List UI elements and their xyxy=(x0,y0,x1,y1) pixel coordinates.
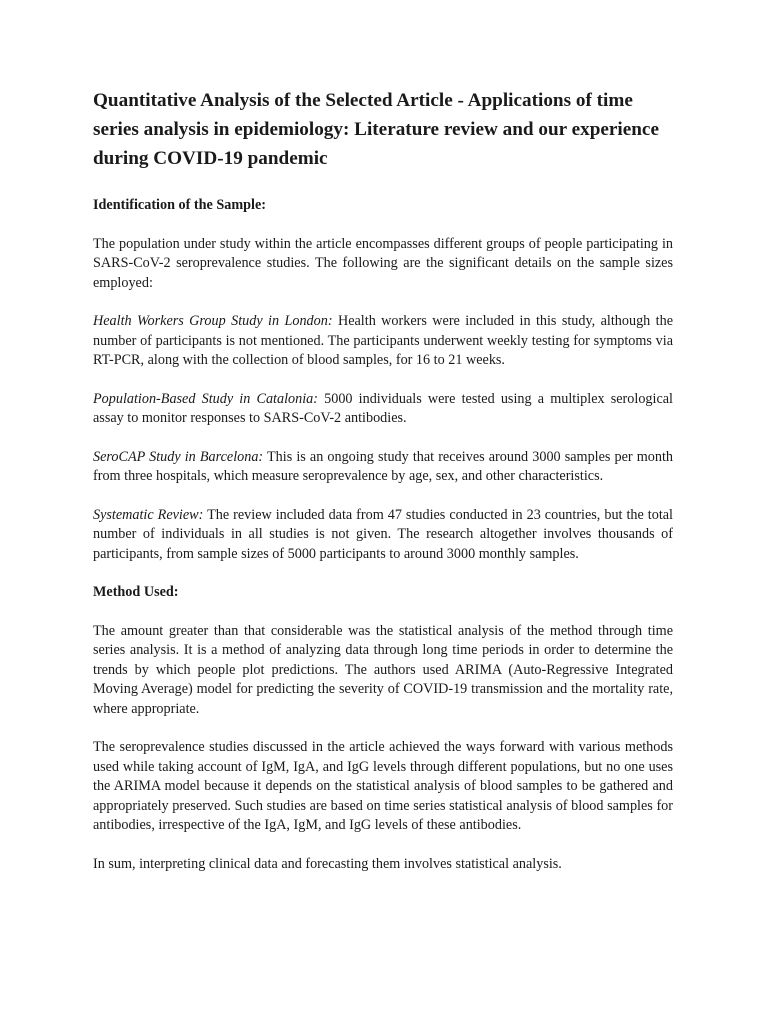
study-paragraph-barcelona xyxy=(93,448,673,487)
study-paragraph-catalonia xyxy=(93,390,673,429)
study-lead-london: Health Workers Group Study in London: xyxy=(93,313,333,329)
study-lead-catalonia: Population-Based Study in Catalonia: xyxy=(93,390,318,407)
study-text-london: Health workers were included in this study, although the number of participants is not mentioned. The participants underwent weekly testing for symptoms via RT-PCR, along with the collection of blood samples, for 16 to 21 weeks. xyxy=(93,313,673,368)
study-paragraph-london xyxy=(93,312,673,371)
sample-intro-paragraph: The population under study within the article encompasses different groups of people participating in SARS-CoV-2 seroprevalence studies. The following are the significant details on the sample sizes employed: xyxy=(93,235,673,291)
study-lead-systematic-review: Systematic Review: xyxy=(93,506,204,523)
method-paragraph-1: The amount greater than that considerable was the statistical analysis of the method through time series analysis. It is a method of analyzing data through long time periods in order to determine the trends by which people plot predictions. The authors used ARIMA (Auto-Regressive Integrated Moving Average) model for predicting the severity of COVID-19 transmission and the mortality rate, where appropriate. xyxy=(93,622,673,717)
method-paragraph-2: The seroprevalence studies discussed in the article achieved the ways forward with various methods used while taking account of IgM, IgA, and IgG levels through different populations, but no one uses the ARIMA model because it depends on the statistical analysis of blood samples to be gathered and appropriately preserved. Such studies are based on time series statistical analysis of blood samples for antibodies, irrespective of the IgA, IgM, and IgG levels of these antibodies. xyxy=(93,739,673,833)
study-text-catalonia: 5000 individuals were tested using a multiplex serological assay to monitor responses to SARS-CoV-2 antibodies. xyxy=(93,390,673,426)
document-title: Quantitative Analysis of the Selected Article - Applications of time series analysis in epidemiology: Literature review and our experience during COVID-19 pandemic xyxy=(93,90,659,169)
method-paragraph-3: In sum, interpreting clinical data and forecasting them involves statistical analysis. xyxy=(93,855,562,872)
study-lead-barcelona: SeroCAP Study in Barcelona: xyxy=(93,448,264,465)
study-text-barcelona: This is an ongoing study that receives around 3000 samples per month from three hospitals, which measure seroprevalence by age, sex, and other characteristics. xyxy=(93,448,674,484)
sample-section-heading: Identification of the Sample: xyxy=(93,197,267,213)
document-page xyxy=(93,86,673,893)
study-paragraph-systematic-review xyxy=(93,506,673,565)
study-text-systematic-review: The review included data from 47 studies conducted in 23 countries, but the total number of individuals in all studies is not given. The research altogether involves thousands of participants, from sample sizes of 5000 participants to around 3000 monthly samples. xyxy=(93,506,673,562)
method-section-heading: Method Used: xyxy=(93,584,179,600)
